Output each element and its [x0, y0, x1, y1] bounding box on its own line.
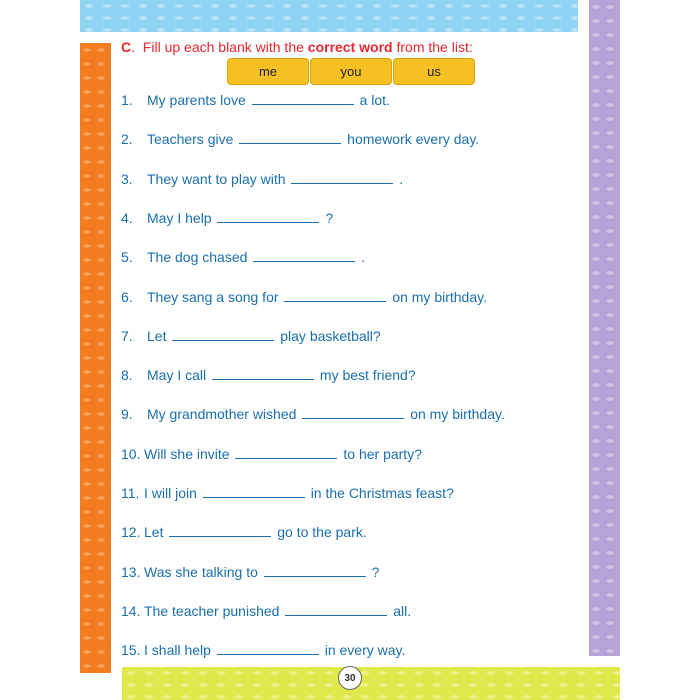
question-number: 12. — [121, 524, 141, 540]
question-text-after: ? — [325, 210, 334, 226]
word-option-you[interactable]: you — [310, 58, 392, 85]
answer-blank[interactable] — [291, 171, 393, 184]
answer-blank[interactable] — [285, 603, 387, 616]
answer-blank[interactable] — [253, 249, 355, 262]
question-number: 8. — [121, 367, 133, 383]
question-item — [121, 524, 367, 540]
answer-blank[interactable] — [212, 367, 314, 380]
question-text-after: on my birthday. — [392, 289, 487, 305]
answer-blank[interactable] — [217, 642, 319, 655]
page-number: 30 — [338, 666, 362, 690]
question-number: 3. — [121, 171, 133, 187]
answer-blank[interactable] — [172, 328, 274, 341]
bottom-decorative-band — [122, 667, 620, 700]
question-number: 5. — [121, 249, 133, 265]
question-number: 9. — [121, 406, 133, 422]
answer-blank[interactable] — [217, 210, 319, 223]
answer-blank[interactable] — [302, 406, 404, 419]
question-text-after: all. — [393, 603, 412, 619]
exercise-heading: C. Fill up each blank with the correct word from the list: — [121, 39, 473, 55]
question-item — [121, 367, 416, 383]
question-item — [121, 328, 381, 344]
question-text-after: . — [361, 249, 366, 265]
question-text-before: I will join — [144, 485, 197, 501]
question-number: 15. — [121, 642, 141, 658]
question-text-after: homework every day. — [347, 131, 480, 147]
instruction-bold: correct word — [307, 39, 393, 55]
question-number: 11. — [121, 485, 140, 501]
question-text-before: They sang a song for — [147, 289, 279, 305]
question-item — [121, 446, 422, 462]
question-number: 6. — [121, 289, 133, 305]
question-text-before: My parents love — [147, 92, 246, 108]
question-number: 7. — [121, 328, 133, 344]
question-item — [121, 564, 379, 580]
question-item — [121, 603, 411, 619]
instruction-suffix: from the list: — [396, 39, 473, 55]
question-text-after: in every way. — [324, 642, 406, 658]
question-text-after: a lot. — [359, 92, 390, 108]
question-text-after: on my birthday. — [410, 406, 505, 422]
question-text-before: My grandmother wished — [147, 406, 297, 422]
answer-blank[interactable] — [203, 485, 305, 498]
question-text-after: . — [399, 171, 404, 187]
question-item — [121, 92, 390, 108]
question-item — [121, 485, 454, 501]
question-number: 2. — [121, 131, 133, 147]
question-text-after: go to the park. — [277, 524, 367, 540]
question-text-after: in the Christmas feast? — [310, 485, 454, 501]
question-item — [121, 171, 403, 187]
left-decorative-strip — [80, 43, 111, 673]
question-text-before: May I help — [147, 210, 212, 226]
answer-blank[interactable] — [169, 524, 271, 537]
question-text-after: my best friend? — [319, 367, 416, 383]
question-text-before: The teacher punished — [144, 603, 280, 619]
question-number: 10. — [121, 446, 141, 462]
exercise-letter: C — [121, 39, 132, 55]
question-item — [121, 289, 487, 305]
question-item — [121, 642, 405, 658]
right-decorative-strip — [589, 0, 620, 656]
question-text-before: Let — [147, 328, 167, 344]
question-item — [121, 249, 365, 265]
top-decorative-band — [80, 0, 578, 32]
instruction-prefix: Fill up each blank with the — [142, 39, 304, 55]
answer-blank[interactable] — [284, 289, 386, 302]
question-text-before: May I call — [147, 367, 207, 383]
question-text-before: Teachers give — [147, 131, 234, 147]
question-text-before: Let — [144, 524, 164, 540]
question-text-after: play basketball? — [280, 328, 381, 344]
question-number: 1. — [121, 92, 133, 108]
question-text-after: to her party? — [343, 446, 422, 462]
question-number: 14. — [121, 603, 141, 619]
question-number: 13. — [121, 564, 141, 580]
question-item — [121, 406, 505, 422]
question-text-before: Will she invite — [144, 446, 230, 462]
word-option-me[interactable]: me — [227, 58, 309, 85]
answer-blank[interactable] — [252, 92, 354, 105]
answer-blank[interactable] — [235, 446, 337, 459]
answer-blank[interactable] — [239, 131, 341, 144]
word-option-us[interactable]: us — [393, 58, 475, 85]
question-text-before: They want to play with — [147, 171, 286, 187]
question-text-before: I shall help — [144, 642, 211, 658]
question-text-before: Was she talking to — [144, 564, 258, 580]
question-text-before: The dog chased — [147, 249, 248, 265]
question-text-after: ? — [371, 564, 380, 580]
question-number: 4. — [121, 210, 133, 226]
answer-blank[interactable] — [264, 564, 366, 577]
question-item — [121, 210, 333, 226]
question-item — [121, 131, 479, 147]
